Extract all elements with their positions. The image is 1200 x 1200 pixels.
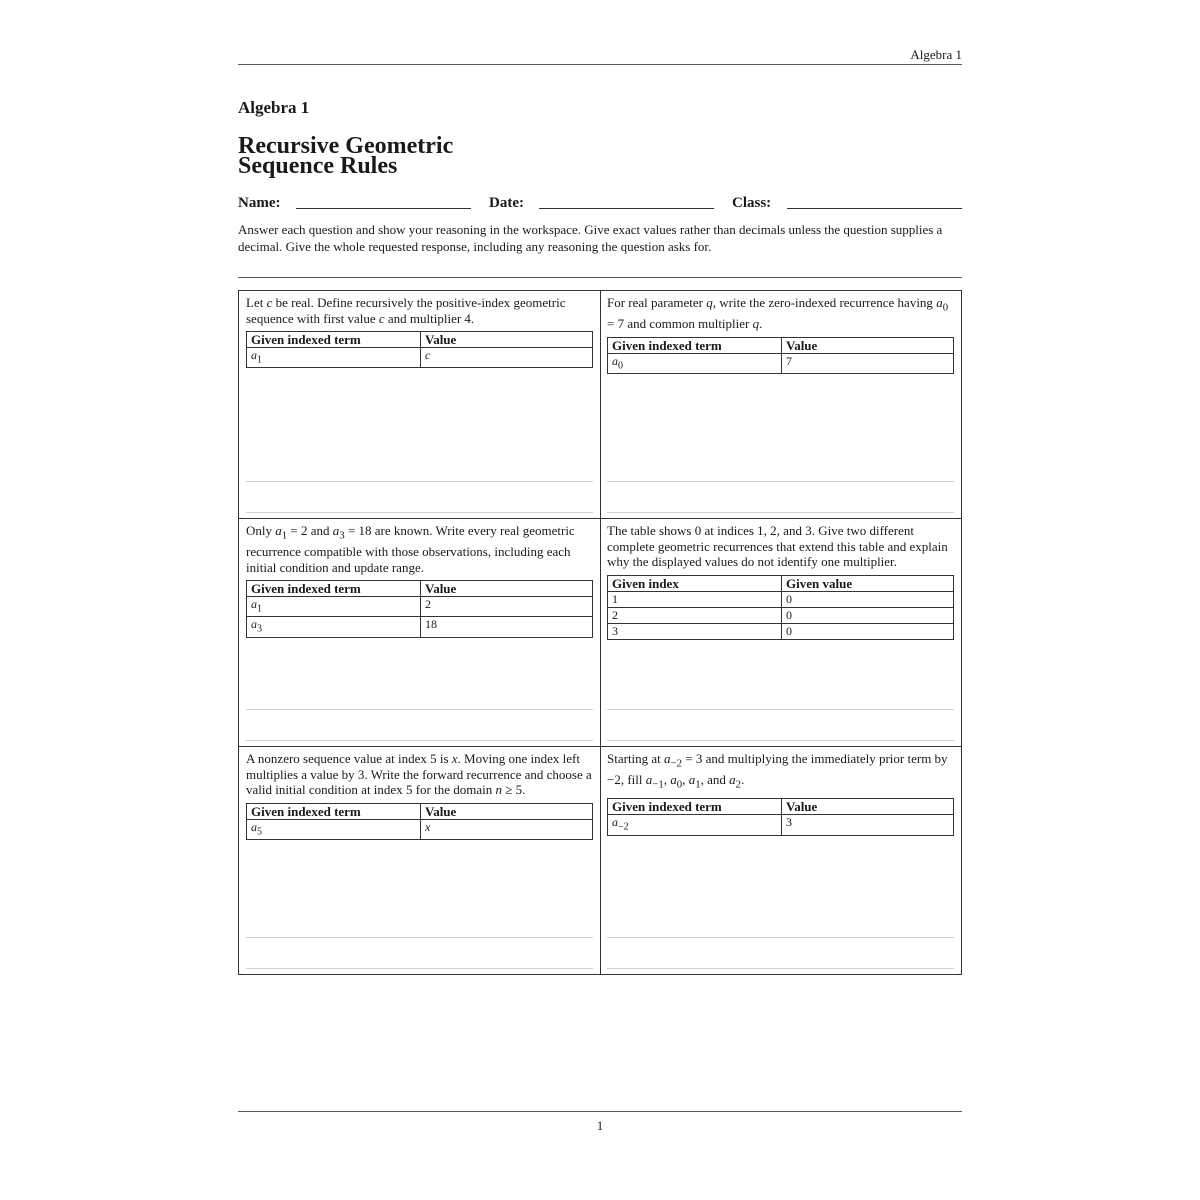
column-header-value: Value [421,803,593,819]
workspace-line[interactable] [246,968,593,969]
workspace-line[interactable] [246,481,593,482]
problem-6 [607,751,953,973]
workspace-line[interactable] [607,740,954,741]
table-header-row [247,581,593,597]
grid-divider-horizontal [239,746,961,747]
given-values-table [607,798,954,835]
problem-grid [238,290,962,975]
column-header-term: Given indexed term [247,803,421,819]
column-header-value: Value [421,581,593,597]
table-header-row [608,575,954,591]
date-field[interactable] [539,208,714,209]
workspace-line[interactable] [246,512,593,513]
table-header-row [247,803,593,819]
value-cell: 0 [782,623,954,639]
workspace-line[interactable] [607,709,954,710]
table-row [608,353,954,373]
table-header-row [247,332,593,348]
table-row [608,623,954,639]
workspace-line[interactable] [246,709,593,710]
column-header-value: Given value [782,575,954,591]
problem-prompt: Only $a_1 = 2$ and $a_3 = 18$ are known. Write every real geometric recurrence compatible with those observations, including each initial condition and update range. [246,523,575,575]
grid-divider-vertical [600,291,601,974]
worksheet-title [238,133,568,179]
term-cell: $a_0$ [608,353,782,373]
workspace-line[interactable] [607,481,954,482]
table-row [247,597,593,617]
table-row [247,617,593,637]
problem-prompt: For real parameter q, write the zero-indexed recurrence having $a_0 = 7$ and common multiplier q. [607,295,949,332]
problem-4 [607,523,953,745]
column-header-term: Given indexed term [608,799,782,815]
term-cell: $a_1$ [247,597,421,617]
table-row [608,607,954,623]
column-header-value: Value [421,332,593,348]
value-cell: 3 [782,815,954,835]
column-header-term: Given indexed term [608,337,782,353]
problem-prompt: A nonzero sequence value at index 5 is x. Moving one index left multiplies a value by 3. Write the forward recurrence and choose a valid initial condition at index 5 for the domain n ≥ 5. [246,751,592,797]
value-cell: x [421,819,593,839]
problem-prompt: Let c be real. Define recursively the positive-index geometric sequence with first value c and multiplier 4. [246,295,566,326]
column-header-term: Given index [608,575,782,591]
term-cell: $a_5$ [247,819,421,839]
term-cell: 3 [608,623,782,639]
table-header-row [608,337,954,353]
table-row [247,348,593,368]
problem-prompt: Starting at $a_{-2} = 3$ and multiplying the immediately prior term by −2, fill $a_{-1}$, $a_0$, $a_1$, and $a_2$. [607,751,948,791]
footer-rule [238,1111,962,1112]
column-header-value: Value [782,799,954,815]
header-rule [238,64,962,65]
term-cell: 2 [608,607,782,623]
problem-5 [246,751,592,973]
workspace-line[interactable] [607,512,954,513]
grid-divider-horizontal [239,518,961,519]
instructions: Answer each question and show your reasoning in the workspace. Give exact values rather than decimals unless the question supplies a decimal. Give the whole requested response, including any reasoning the question asks for. [238,222,943,254]
table-row [608,591,954,607]
section-rule [238,277,962,278]
term-cell: $a_{-2}$ [608,815,782,835]
problem-1 [246,295,592,517]
value-cell: 0 [782,607,954,623]
workspace-line[interactable] [246,740,593,741]
given-values-table [607,575,954,640]
value-cell: c [421,348,593,368]
value-cell: 0 [782,591,954,607]
problem-prompt: The table shows 0 at indices 1, 2, and 3. Give two different complete geometric recurrences that extend this table and explain why the displayed values do not identify one multiplier. [607,523,948,569]
value-cell: 2 [421,597,593,617]
worksheet-page [238,0,962,1200]
column-header-term: Given indexed term [247,332,421,348]
running-head: Algebra 1 [910,47,962,62]
given-values-table [246,331,593,368]
name-field[interactable] [296,208,471,209]
date-label: Date: [489,195,524,211]
column-header-value: Value [782,337,954,353]
page-number: 1 [596,1118,604,1133]
table-row [247,819,593,839]
given-values-table [246,803,593,840]
term-cell: 1 [608,591,782,607]
table-row [608,815,954,835]
value-cell: 7 [782,353,954,373]
table-header-row [608,799,954,815]
term-cell: $a_1$ [247,348,421,368]
student-fields [238,195,962,215]
course-name: Algebra 1 [238,98,310,117]
value-cell: 18 [421,617,593,637]
column-header-term: Given indexed term [247,581,421,597]
given-values-table [607,337,954,374]
workspace-line[interactable] [607,968,954,969]
title-line-2: Sequence Rules [238,153,398,179]
class-label: Class: [732,195,772,211]
problem-3 [246,523,592,745]
given-values-table [246,580,593,638]
name-label: Name: [238,195,281,211]
term-cell: $a_3$ [247,617,421,637]
workspace-line[interactable] [607,937,954,938]
problem-2 [607,295,953,517]
workspace-line[interactable] [246,937,593,938]
class-field[interactable] [787,208,962,209]
title-line-1: Recursive Geometric [238,133,454,159]
